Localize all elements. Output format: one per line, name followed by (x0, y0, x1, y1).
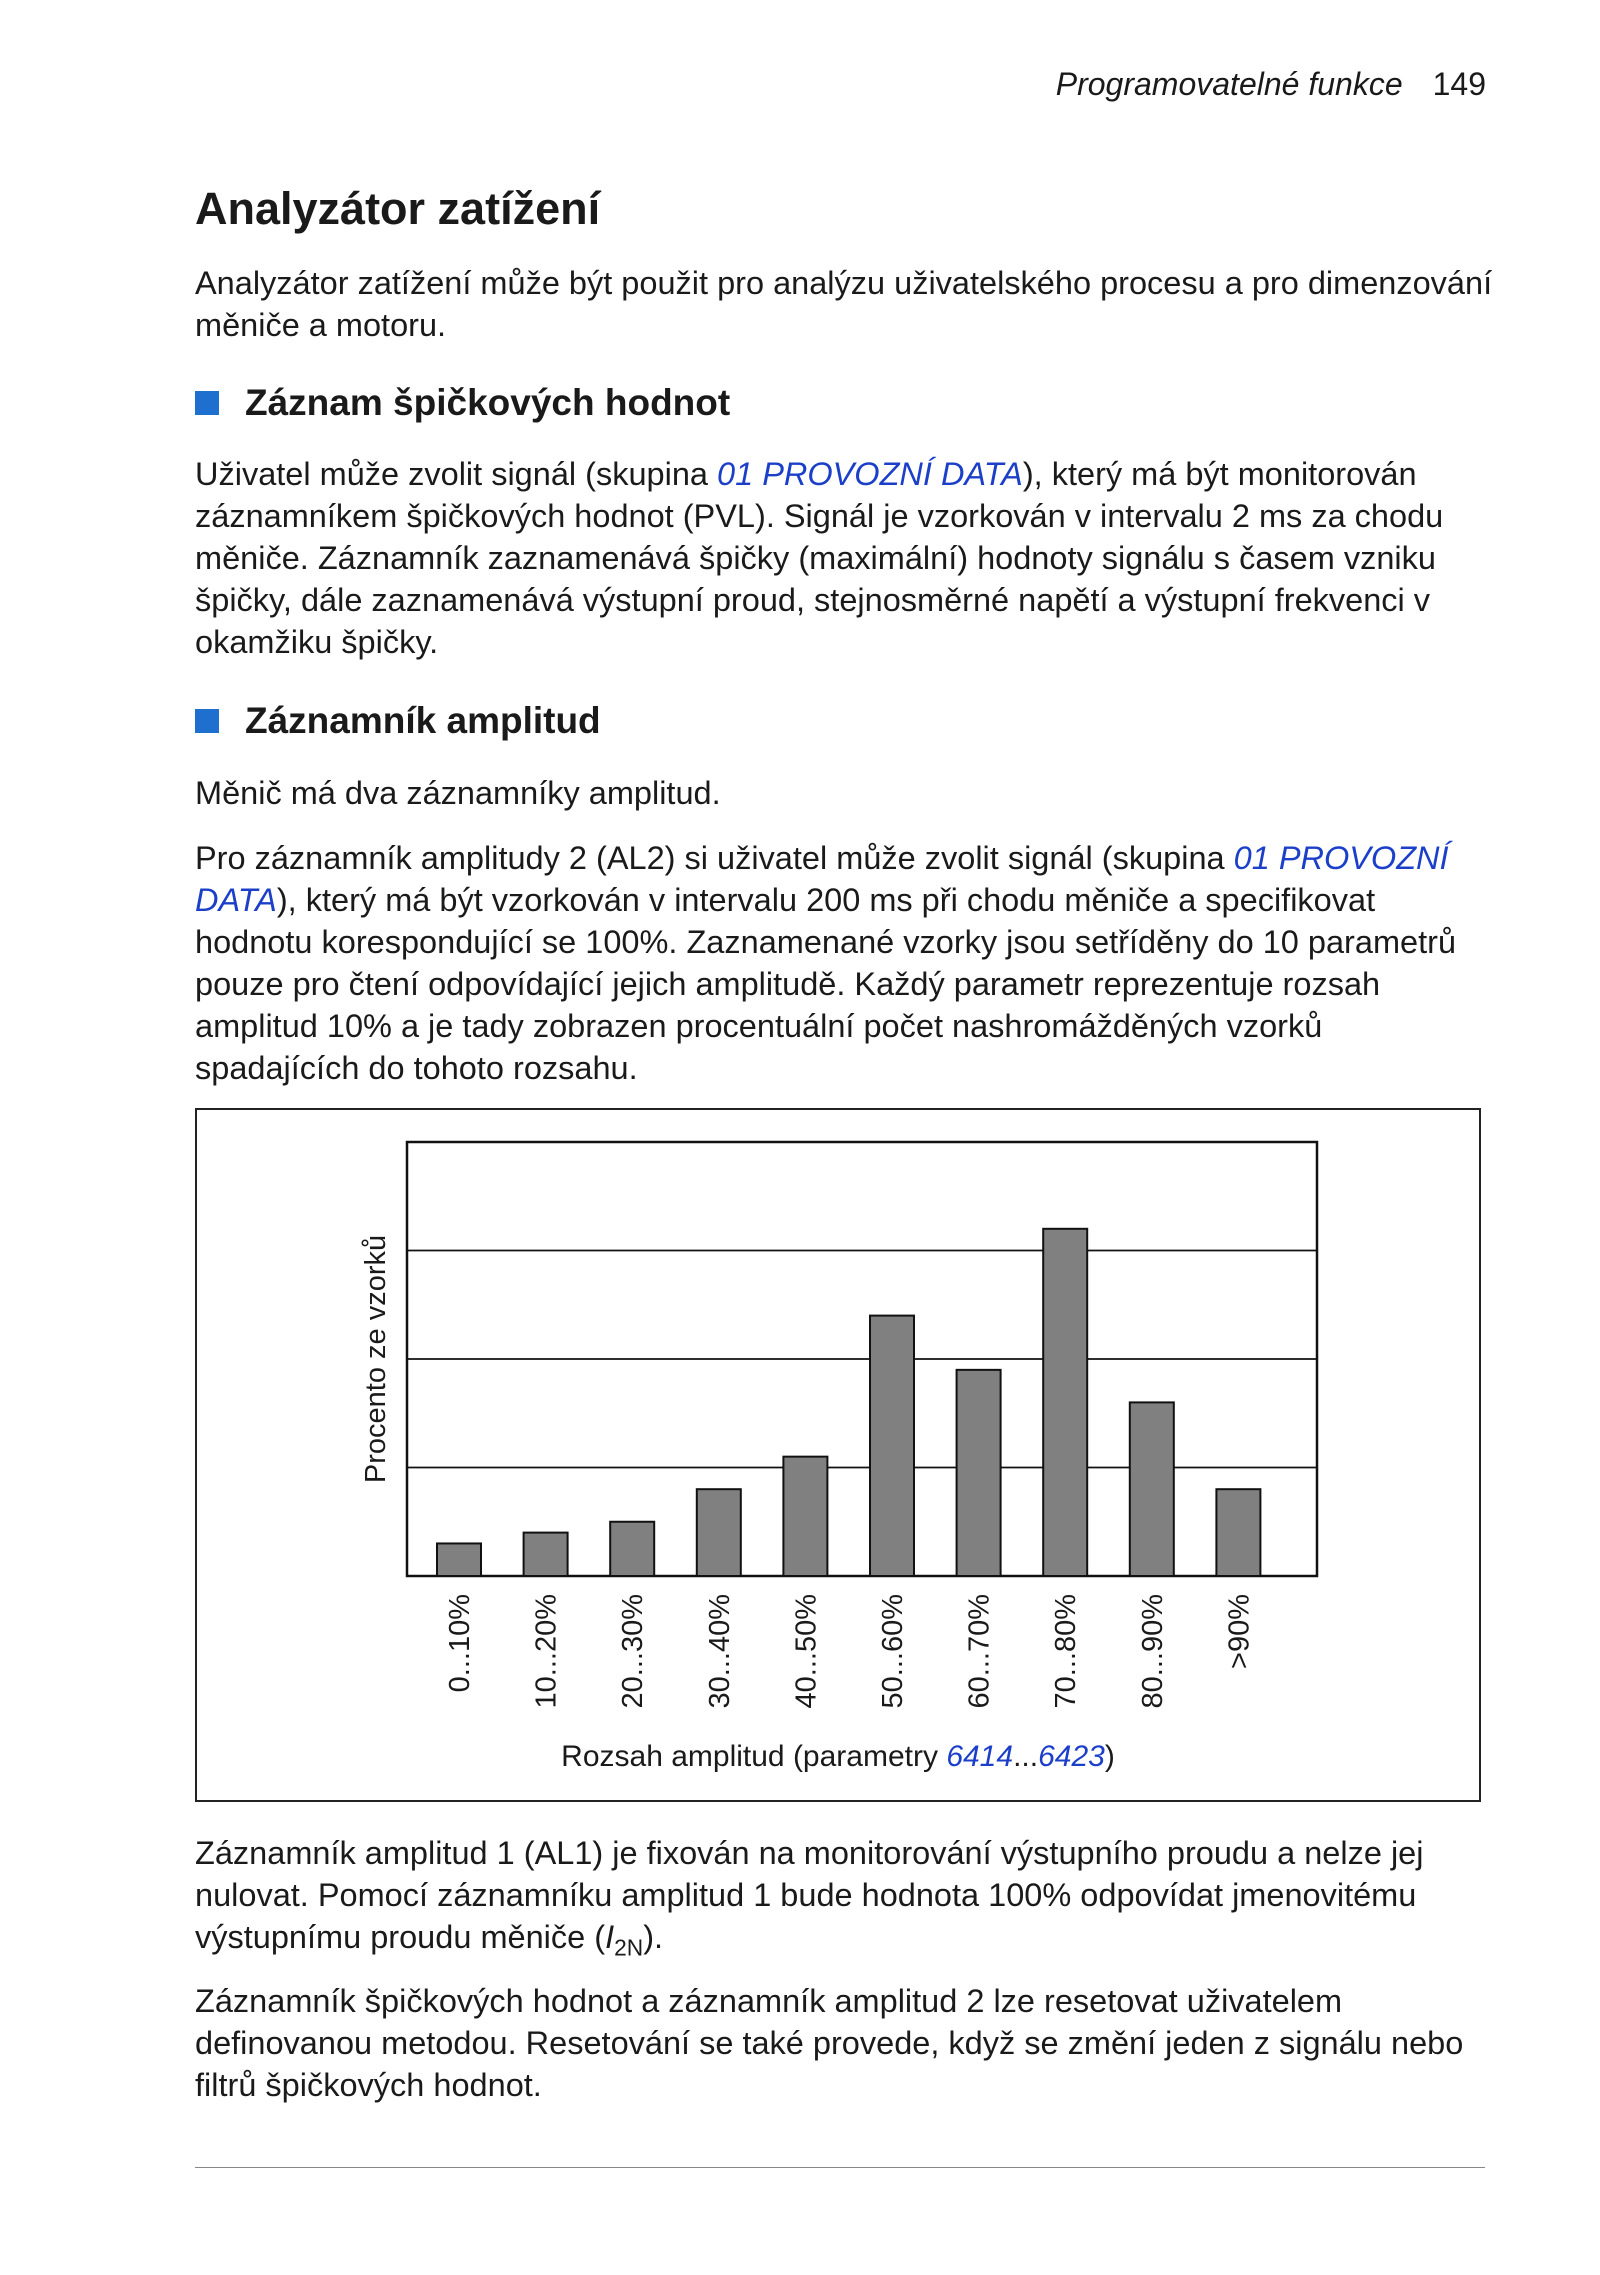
bar (957, 1370, 1001, 1576)
parameter-group-link[interactable]: 01 PROVOZNÍ DATA (717, 456, 1023, 492)
page-title: Analyzátor zatížení (195, 183, 601, 234)
x-tick-label: >90% (1223, 1594, 1256, 1669)
after-figure-paragraph-2: Záznamník špičkových hodnot a záznamník amplitud 2 lze resetovat uživatelem definovanou metodou. Resetování se také provede, když se změní jeden z signálu nebo filtrů špičkových hodnot. (195, 1983, 1464, 2103)
page-number: 149 (1432, 66, 1486, 102)
parameter-group-link[interactable]: 01 PROVOZNÍ DATA (195, 840, 1449, 918)
amplitude-logger-text-start: Pro záznamník amplitudy 2 (AL2) si uživatel může zvolit signál (skupina (195, 840, 1234, 876)
bar (1216, 1489, 1260, 1576)
section-bullet-icon (195, 709, 219, 733)
peak-logger-text-end: ), který má být monitorován záznamníkem špičkových hodnot (PVL). Signál je vzorkován v intervalu 2 ms za chodu měniče. Záznamník zaznamenává špičky (maximální) hodnoty signálu s časem vzniku špičky, dále zaznamenává výstupní proud, stejnosměrné napětí a výstupní frekvenci v okamžiku špičky. (195, 456, 1444, 660)
al1-text-start: Záznamník amplitud 1 (AL1) je fixován na monitorování výstupního proudu a nelze jej nulovat. Pomocí záznamníku amplitud 1 bude hodnota 100% odpovídat jmenovitému výstupnímu proudu měniče ( (195, 1835, 1424, 1955)
bar (610, 1522, 654, 1576)
x-tick-label: 10...20% (530, 1594, 563, 1709)
bar (1043, 1229, 1087, 1576)
amplitude-bar-chart (197, 1110, 1483, 1804)
x-axis-caption-separator: ... (1013, 1740, 1039, 1773)
x-tick-label: 30...40% (703, 1594, 736, 1709)
amplitude-logger-intro: Měnič má dva záznamníky amplitud. (195, 775, 721, 811)
current-subscript: 2N (614, 1934, 644, 1961)
al1-text-end: ). (643, 1919, 664, 1955)
bar (1130, 1402, 1174, 1576)
x-tick-label: 60...70% (963, 1594, 996, 1709)
x-axis-caption-text: Rozsah amplitud (parametry (561, 1740, 947, 1773)
intro-paragraph: Analyzátor zatížení může být použit pro analýzu uživatelského procesu a pro dimenzování měniče a motoru. (195, 265, 1493, 343)
running-header-section: Programovatelné funkce (1055, 66, 1403, 102)
x-axis-caption (197, 1740, 1479, 1774)
running-header (1056, 66, 1486, 103)
footer-divider (195, 2167, 1485, 2168)
parameter-link-end[interactable]: 6423 (1038, 1740, 1105, 1773)
bar (697, 1489, 741, 1576)
amplitude-logger-paragraph (195, 837, 1495, 1089)
section-heading-peak-logger (195, 382, 730, 424)
amplitude-chart-figure (195, 1108, 1481, 1802)
bar (524, 1533, 568, 1576)
bar (783, 1457, 827, 1576)
x-tick-label: 70...80% (1050, 1594, 1083, 1709)
current-symbol: I (605, 1919, 615, 1955)
y-axis-label: Procento ze vzorků (360, 1234, 392, 1484)
bar (437, 1543, 481, 1576)
section-heading-text: Záznam špičkových hodnot (245, 382, 731, 423)
peak-logger-paragraph (195, 453, 1495, 663)
section-heading-amplitude-logger (195, 700, 601, 742)
x-tick-label: 40...50% (790, 1594, 823, 1709)
parameter-link-start[interactable]: 6414 (946, 1740, 1014, 1773)
x-tick-label: 80...90% (1136, 1594, 1169, 1709)
amplitude-logger-text-end: ), který má být vzorkován v intervalu 200 ms při chodu měniče a specifikovat hodnotu korespondující se 100%. Zaznamenané vzorky jsou setříděny do 10 parametrů pouze pro čtení odpovídající jejich amplitudě. Každý parametr reprezentuje rozsah amplitud 10% a je tady zobrazen procentuální počet nashromážděných vzorků spadajících do tohoto rozsahu. (195, 882, 1457, 1086)
after-figure-paragraph-1 (195, 1832, 1495, 1969)
x-axis-caption-close: ) (1104, 1740, 1115, 1773)
section-bullet-icon (195, 391, 219, 415)
bar (870, 1316, 914, 1576)
section-heading-text: Záznamník amplitud (245, 700, 601, 741)
x-tick-label: 50...60% (877, 1594, 909, 1709)
peak-logger-text-start: Uživatel může zvolit signál (skupina (195, 456, 718, 492)
x-tick-label: 20...30% (617, 1594, 650, 1709)
x-tick-label: 0...10% (444, 1594, 476, 1693)
